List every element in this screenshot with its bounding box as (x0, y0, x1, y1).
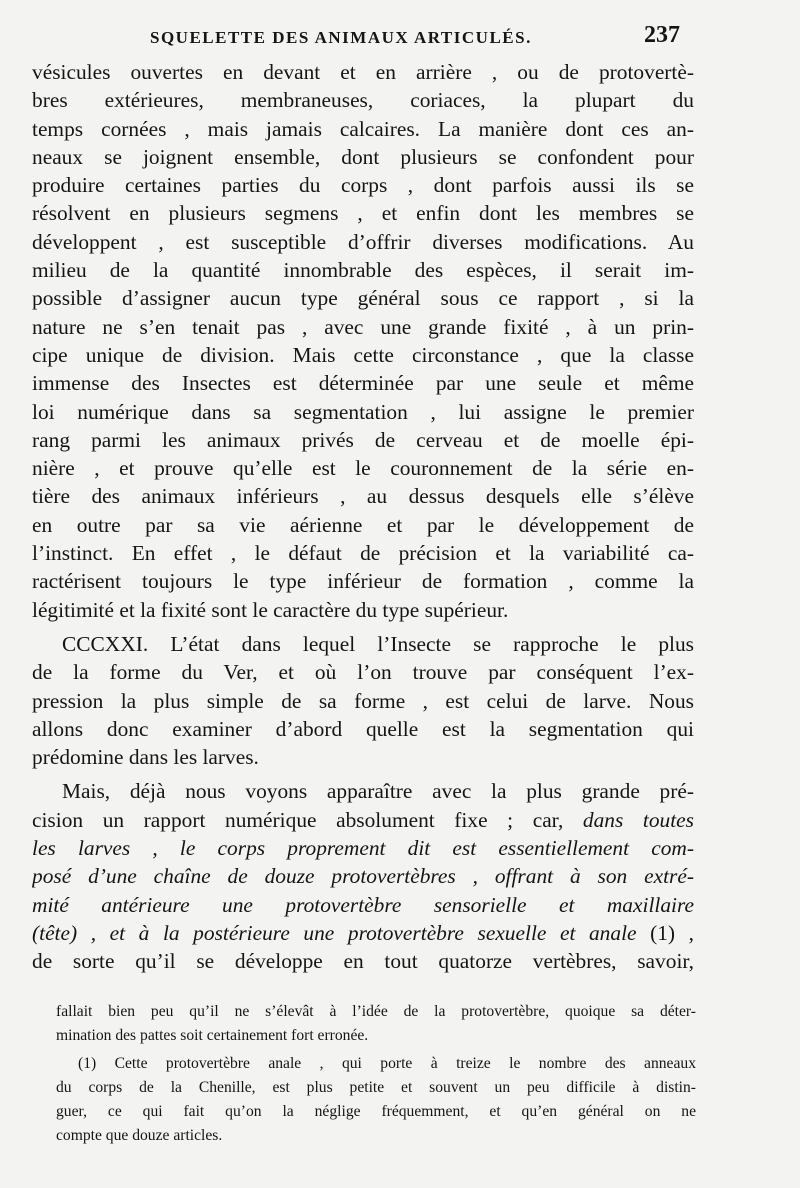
text-line: neaux se joignent ensemble, dont plusieurs se confondent pour (32, 144, 694, 169)
footnote-continuation (56, 1000, 696, 1048)
text-line: bres extérieures, membraneuses, coriaces, la plupart du (32, 88, 694, 113)
italic-segment: posé d’une chaîne de douze protovertèbres , offrant à son extré- (32, 864, 694, 889)
text-line: tière des animaux inférieurs , au dessus desquels elle s’élève (32, 484, 694, 509)
body-text (32, 58, 694, 976)
italic-segment: dans toutes (582, 807, 694, 832)
text-line: cipe unique de division. Mais cette circonstance , que la classe (32, 342, 694, 367)
text-line: temps cornées , mais jamais calcaires. La manière dont ces an- (32, 116, 694, 141)
footnote-line: fallait bien peu qu’il ne s’élevât à l’idée de la protovertèbre, quoique sa déter- (56, 1003, 696, 1020)
page-number: 237 (644, 22, 680, 48)
text-line: prédomine dans les larves. (32, 745, 259, 770)
text-line: développent , est susceptible d’offrir diverses modifications. Au (32, 229, 694, 254)
text-line (32, 806, 694, 834)
footnote-line: compte que douze articles. (56, 1127, 223, 1144)
footnote-line: (1) Cette protovertèbre anale , qui porte à treize le nombre des anneaux (78, 1055, 696, 1072)
text-line: l’instinct. En effet , le défaut de précision et la variabilité ca- (32, 541, 694, 566)
paragraph-3 (32, 777, 694, 975)
italic-segment: les larves , le corps proprement dit est essentiellement com- (32, 836, 694, 861)
text-line: de la forme du Ver, et où l’on trouve par conséquent l’ex- (32, 660, 694, 685)
text-line: allons donc examiner d’abord quelle est la segmentation qui (32, 716, 694, 741)
text-line: produire certaines parties du corps , dont parfois aussi ils se (32, 173, 694, 198)
italic-segment: (tête) , et à la postérieure une protovertèbre sexuelle et anale (32, 920, 637, 945)
footnote-line: guer, ce qui fait qu’on la néglige fréquemment, et qu’en général on ne (56, 1103, 696, 1120)
text-line: vésicules ouvertes en devant et en arrière , ou de protovertè- (32, 60, 694, 84)
text-line: de sorte qu’il se développe en tout quatorze vertèbres, savoir, (32, 949, 694, 974)
text-line: pression la plus simple de sa forme , est celui de larve. Nous (32, 688, 694, 713)
text-line: légitimité et la fixité sont le caractère du type supérieur. (32, 597, 509, 622)
italic-segment: mité antérieure une protovertèbre sensorielle et maxillaire (32, 892, 694, 917)
text-line: ractérisent toujours le type inférieur de formation , comme la (32, 569, 694, 594)
text-line: résolvent en plusieurs segmens , et enfin dont les membres se (32, 201, 694, 226)
paragraph-1 (32, 58, 694, 624)
text-line: Mais, déjà nous voyons apparaître avec la plus grande pré- (62, 779, 694, 804)
text-line: nature ne s’en tenait pas , avec une grande fixité , à un prin- (32, 314, 694, 339)
text-segment: cision un rapport numérique absolument fixe ; car, (32, 807, 583, 832)
text-line (32, 919, 694, 947)
text-line: immense des Insectes est déterminée par une seule et même (32, 371, 694, 396)
text-line: CCCXXI. L’état dans lequel l’Insecte se rapproche le plus (62, 631, 694, 656)
footnotes (56, 1000, 696, 1148)
text-line: en outre par sa vie aérienne et par le développement de (32, 512, 694, 537)
text-line: loi numérique dans sa segmentation , lui assigne le premier (32, 399, 694, 424)
text-line (32, 862, 694, 890)
paragraph-2 (32, 630, 694, 771)
text-line: rang parmi les animaux privés de cerveau et de moelle épi- (32, 427, 694, 452)
running-title: SQUELETTE DES ANIMAUX ARTICULÉS. (150, 28, 532, 47)
text-line: milieu de la quantité innombrable des espèces, il serait im- (32, 258, 694, 283)
footnote-line: du corps de la Chenille, est plus petite et souvent un peu difficile à distin- (56, 1079, 696, 1096)
footnote-reference: (1) , (636, 920, 694, 945)
text-line: possible d’assigner aucun type général sous ce rapport , si la (32, 286, 694, 311)
footnote-1 (56, 1052, 696, 1148)
text-line (32, 834, 694, 862)
text-line (32, 891, 694, 919)
footnote-line: mination des pattes soit certainement fort erronée. (56, 1027, 369, 1044)
running-head (0, 18, 800, 54)
text-line: nière , et prouve qu’elle est le couronnement de la série en- (32, 456, 694, 481)
